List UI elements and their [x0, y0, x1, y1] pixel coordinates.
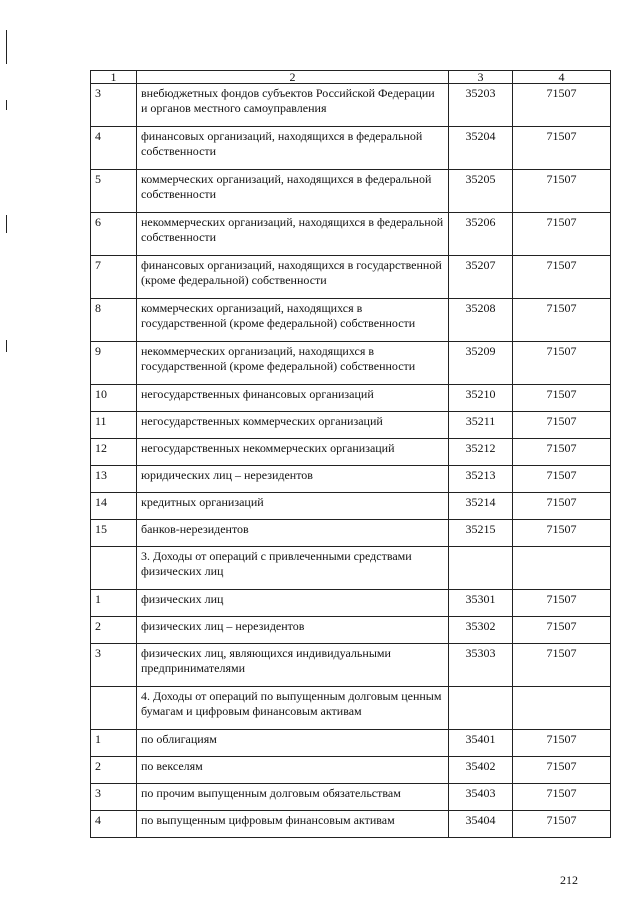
header-cell-3: 3 [449, 71, 513, 84]
row-code-cell: 35403 [449, 784, 513, 811]
header-cell-2: 2 [137, 71, 449, 84]
table-row [91, 170, 611, 213]
row-description-cell: коммерческих организаций, находящихся в федеральной собственности [137, 170, 449, 213]
row-number-cell: 3 [91, 784, 137, 811]
table-row [91, 466, 611, 493]
table-row [91, 784, 611, 811]
row-number-cell: 3 [91, 84, 137, 127]
row-number-cell: 12 [91, 439, 137, 466]
row-description-cell: некоммерческих организаций, находящихся в государственной (кроме федеральной) собственности [137, 342, 449, 385]
row-description-cell: по прочим выпущенным долговым обязательствам [137, 784, 449, 811]
row-code-cell: 35402 [449, 757, 513, 784]
row-code-cell: 35209 [449, 342, 513, 385]
row-description-cell: физических лиц – нерезидентов [137, 617, 449, 644]
row-kbk-cell: 71507 [513, 617, 611, 644]
row-code-cell: 35214 [449, 493, 513, 520]
row-number-cell: 9 [91, 342, 137, 385]
row-number-cell: 5 [91, 170, 137, 213]
row-number-cell: 2 [91, 757, 137, 784]
row-number-cell: 1 [91, 730, 137, 757]
row-code-cell: 35207 [449, 256, 513, 299]
row-description-cell: негосударственных некоммерческих организаций [137, 439, 449, 466]
page-number: 212 [560, 873, 578, 887]
row-kbk-cell [513, 547, 611, 590]
row-description-cell: внебюджетных фондов субъектов Российской Федерации и органов местного самоуправления [137, 84, 449, 127]
row-number-cell: 4 [91, 811, 137, 838]
row-code-cell: 35401 [449, 730, 513, 757]
row-code-cell: 35203 [449, 84, 513, 127]
table-row [91, 412, 611, 439]
row-description-cell: по облигациям [137, 730, 449, 757]
table-row [91, 299, 611, 342]
row-kbk-cell [513, 687, 611, 730]
classification-table [90, 70, 611, 838]
row-kbk-cell: 71507 [513, 412, 611, 439]
table-row [91, 590, 611, 617]
row-kbk-cell: 71507 [513, 256, 611, 299]
row-number-cell: 8 [91, 299, 137, 342]
row-kbk-cell: 71507 [513, 342, 611, 385]
row-code-cell: 35303 [449, 644, 513, 687]
row-description-cell: по выпущенным цифровым финансовым активам [137, 811, 449, 838]
row-code-cell [449, 687, 513, 730]
row-kbk-cell: 71507 [513, 385, 611, 412]
row-description-cell: некоммерческих организаций, находящихся в федеральной собственности [137, 213, 449, 256]
row-code-cell [449, 547, 513, 590]
row-kbk-cell: 71507 [513, 644, 611, 687]
table-row [91, 493, 611, 520]
row-number-cell: 11 [91, 412, 137, 439]
table-row [91, 757, 611, 784]
table-row [91, 644, 611, 687]
row-code-cell: 35302 [449, 617, 513, 644]
row-description-cell: юридических лиц – нерезидентов [137, 466, 449, 493]
header-cell-1: 1 [91, 71, 137, 84]
table-row [91, 730, 611, 757]
row-kbk-cell: 71507 [513, 757, 611, 784]
row-number-cell: 15 [91, 520, 137, 547]
scan-artifact [6, 340, 7, 352]
row-kbk-cell: 71507 [513, 520, 611, 547]
row-description-cell: финансовых организаций, находящихся в государственной (кроме федеральной) собственности [137, 256, 449, 299]
row-kbk-cell: 71507 [513, 299, 611, 342]
row-number-cell: 4 [91, 127, 137, 170]
row-code-cell: 35211 [449, 412, 513, 439]
row-code-cell: 35205 [449, 170, 513, 213]
table-row [91, 385, 611, 412]
table-row [91, 127, 611, 170]
table-row [91, 617, 611, 644]
row-description-cell: 3. Доходы от операций с привлеченными средствами физических лиц [137, 547, 449, 590]
row-number-cell: 7 [91, 256, 137, 299]
row-description-cell: физических лиц, являющихся индивидуальными предпринимателями [137, 644, 449, 687]
row-code-cell: 35208 [449, 299, 513, 342]
row-description-cell: коммерческих организаций, находящихся в государственной (кроме федеральной) собственности [137, 299, 449, 342]
row-number-cell: 2 [91, 617, 137, 644]
row-kbk-cell: 71507 [513, 493, 611, 520]
row-number-cell: 6 [91, 213, 137, 256]
row-number-cell: 3 [91, 644, 137, 687]
row-code-cell: 35210 [449, 385, 513, 412]
scan-artifact [6, 215, 7, 233]
table-body [91, 84, 611, 838]
row-kbk-cell: 71507 [513, 84, 611, 127]
row-description-cell: негосударственных коммерческих организаций [137, 412, 449, 439]
table-row [91, 687, 611, 730]
table-row [91, 811, 611, 838]
row-number-cell: 1 [91, 590, 137, 617]
row-description-cell: банков-нерезидентов [137, 520, 449, 547]
row-number-cell [91, 687, 137, 730]
row-code-cell: 35213 [449, 466, 513, 493]
row-description-cell: 4. Доходы от операций по выпущенным долговым ценным бумагам и цифровым финансовым активам [137, 687, 449, 730]
row-code-cell: 35301 [449, 590, 513, 617]
table-row [91, 213, 611, 256]
row-kbk-cell: 71507 [513, 466, 611, 493]
row-description-cell: негосударственных финансовых организаций [137, 385, 449, 412]
row-description-cell: по векселям [137, 757, 449, 784]
row-description-cell: кредитных организаций [137, 493, 449, 520]
scan-artifact [6, 30, 7, 64]
row-kbk-cell: 71507 [513, 170, 611, 213]
scan-artifact [6, 100, 7, 110]
table-row [91, 256, 611, 299]
table-row [91, 342, 611, 385]
row-kbk-cell: 71507 [513, 784, 611, 811]
table-row [91, 439, 611, 466]
row-code-cell: 35212 [449, 439, 513, 466]
row-kbk-cell: 71507 [513, 590, 611, 617]
table-row [91, 547, 611, 590]
table-row [91, 520, 611, 547]
row-description-cell: физических лиц [137, 590, 449, 617]
row-kbk-cell: 71507 [513, 730, 611, 757]
row-code-cell: 35206 [449, 213, 513, 256]
table-row [91, 84, 611, 127]
row-number-cell: 10 [91, 385, 137, 412]
row-kbk-cell: 71507 [513, 213, 611, 256]
table-header-row [91, 71, 611, 84]
row-code-cell: 35215 [449, 520, 513, 547]
row-description-cell: финансовых организаций, находящихся в федеральной собственности [137, 127, 449, 170]
row-kbk-cell: 71507 [513, 811, 611, 838]
header-cell-4: 4 [513, 71, 611, 84]
row-number-cell: 14 [91, 493, 137, 520]
row-code-cell: 35204 [449, 127, 513, 170]
row-code-cell: 35404 [449, 811, 513, 838]
row-kbk-cell: 71507 [513, 127, 611, 170]
row-number-cell [91, 547, 137, 590]
row-number-cell: 13 [91, 466, 137, 493]
row-kbk-cell: 71507 [513, 439, 611, 466]
